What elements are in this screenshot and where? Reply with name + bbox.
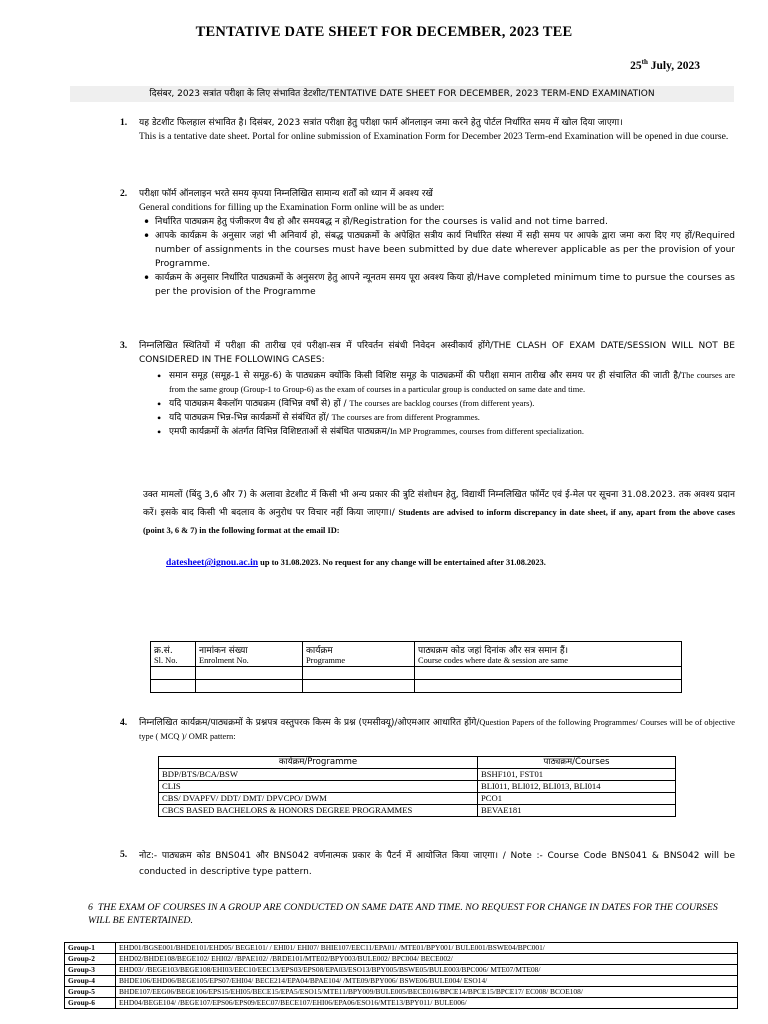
section-3: [139, 339, 735, 439]
group-codes: EHD04/BEGE104/ /BEGE107/EPS06/EPS09/EEC07/BECE107/EHI06/EPA06/ESO16/MTE13/BPY011/ BULE006/: [116, 998, 738, 1009]
date-rest: July, 2023: [647, 59, 700, 72]
table-row: [65, 998, 738, 1009]
sec4-num: 4.: [120, 717, 128, 728]
sec2-condition-1: • निर्धारित पाठ्यक्रम हेतु पंजीकरण वैध हो और समयबद्ध न हो/Registration for the courses is valid and not time barred.: [155, 215, 735, 229]
sec1-hindi: यह डेटशीट फिलहाल संभावित है। दिसंबर, 2023 सत्रांत परीक्षा हेतु परीक्षा फार्म ऑनलाइन जमा करने हेतु पोर्टल निर्धारित समय में खोल दिया जाएगा।: [139, 118, 623, 128]
email-line: [166, 556, 736, 570]
subheading-banner: [70, 86, 734, 102]
group-codes: EHD01/BGSE001/BHDE101/EHD05/ BEGE101/ / EHI01/ EHI07/ BHIE107/EEC11/EPA01/ /MTE01/BPY001/ BULE001/BSWE04/BPC001/: [116, 943, 738, 954]
col-enrolment: [196, 642, 303, 667]
sec5-text: नोट:- पाठ्यक्रम कोड BNS041 और BNS042 वर्णनात्मक प्रकार के पैटर्न में आयोजित किया जाएगा। / Note :- Course Code BNS041 & BNS042 will be conducted in descriptive type pattern.: [139, 851, 735, 877]
discrepancy-format-table: [150, 641, 682, 693]
sec3-case-4: [169, 425, 735, 439]
section-5: [139, 848, 735, 880]
table-row: [151, 680, 682, 693]
case-2-english: The courses are backlog courses (from different years).: [349, 399, 535, 408]
programme-cell: CBS/ DVAPFV/ DDT/ DMT/ DPVCPO/ DWM: [159, 793, 478, 805]
table-row: [65, 954, 738, 965]
col-sl-no-english: Sl. No.: [154, 656, 178, 665]
section-1: [139, 116, 735, 144]
col-programme: [303, 642, 415, 667]
col-programme-hindi: कार्यक्रम: [306, 646, 333, 656]
table-row: [65, 976, 738, 987]
email-link[interactable]: datesheet@ignou.ac.in: [166, 557, 259, 568]
sec3-num: 3.: [120, 340, 128, 351]
group-name: Group-5: [65, 987, 116, 998]
table-row: [65, 987, 738, 998]
group-name: Group-3: [65, 965, 116, 976]
sec1-english: This is a tentative date sheet. Portal for online submission of Examination Form for December 2023 Term-end Examination will be opened in due course.: [139, 131, 729, 142]
table-row: [159, 781, 676, 793]
table-cell[interactable]: [151, 667, 196, 680]
table-cell[interactable]: [415, 667, 682, 680]
table-cell[interactable]: [303, 667, 415, 680]
col-enrolment-english: Enrolment No.: [199, 656, 249, 665]
email-tail: up to 31.08.2023. No request for any change will be entertained after 31.08.2023.: [258, 558, 546, 567]
discrepancy-note: [143, 486, 735, 539]
note-hindi: उक्त मामलों (बिंदु 3,6 और 7) के अलावा डेटशीट में किसी भी अन्य प्रकार की त्रुटि संशोधन हेतु, विद्यार्थी निम्नलिखित फॉर्मेट एवं ई-मेल पर सूचना 31.08.2023. तक अवश्य प्रदान करें। इसके बाद किसी भी बदलाव के अनुरोध पर विचार नहीं किया जाएगा।/: [143, 490, 735, 518]
table-cell[interactable]: [415, 680, 682, 693]
col-enrolment-hindi: नामांकन संख्या: [199, 646, 248, 656]
sec3-intro: निम्नलिखित स्थितियों में परीक्षा की तारीख एवं परीक्षा-सत्र में परिवर्तन संबंधी निवेदन अस्वीकार्य होंगे/THE CLASH OF EXAM DATE/SESSION WILL NOT BE CONSIDERED IN THE FOLLOWING CASES:: [139, 341, 735, 365]
table-row: [159, 769, 676, 781]
sec6-text: THE EXAM OF COURSES IN A GROUP ARE CONDUCTED ON SAME DATE AND TIME. NO REQUEST FOR CHANGE IN DATES FOR THE COURSES WILL BE ENTERTAINED.: [88, 902, 718, 926]
table-cell[interactable]: [151, 680, 196, 693]
table-cell[interactable]: [196, 680, 303, 693]
mcq-col-courses: पाठ्यक्रम/Courses: [478, 757, 676, 769]
courses-cell: BEVAE181: [478, 805, 676, 817]
table-cell[interactable]: [196, 667, 303, 680]
date-suffix: th: [641, 58, 648, 66]
mcq-courses-table: [158, 756, 676, 817]
table-row: [159, 805, 676, 817]
programme-cell: BDP/BTS/BCA/BSW: [159, 769, 478, 781]
format-table-header: [151, 642, 682, 667]
note-english: Students are advised to inform discrepancy in date sheet, if any, apart from the above cases (point 3, 6 & 7) in the following format at the email ID:: [143, 508, 735, 535]
col-course-codes-english: Course codes where date & session are same: [418, 656, 569, 665]
programme-cell: CBCS BASED BACHELORS & HONORS DEGREE PROGRAMMES: [159, 805, 478, 817]
sec3-cases-list: [139, 369, 735, 439]
col-course-codes-hindi: पाठ्यक्रम कोड जहां दिनांक और सत्र समान हैं।: [418, 646, 569, 656]
group-name: Group-6: [65, 998, 116, 1009]
group-codes: EHD02/BHDE108/BEGE102/ EHI02/ /BPAE102/ /BRDE101/MTE02/BPY003/BULE002/ BPC004/ BECE002/: [116, 954, 738, 965]
table-row: [151, 667, 682, 680]
subheading-text: दिसंबर, 2023 सत्रांत परीक्षा के लिए संभावित डेटशीट/TENTATIVE DATE SHEET FOR DECEMBER, 2023 TERM-END EXAMINATION: [149, 89, 655, 99]
group-name: Group-4: [65, 976, 116, 987]
sec6-number: 6: [88, 902, 93, 913]
programme-cell: CLIS: [159, 781, 478, 793]
sec1-num: 1.: [120, 117, 128, 128]
case-4-english: In MP Programmes, courses from different specialization.: [389, 427, 584, 436]
sec2-condition-3: • कार्यक्रम के अनुसार निर्धारित पाठ्यक्रमों के अनुसरण हेतु आपने न्यूनतम समय पूरा अवश्य किया हो/Have completed minimum time to pursue the courses as per the provision of the Programme: [155, 271, 735, 299]
case-3-hindi: यदि पाठ्यक्रम भिन्न-भिन्न कार्यक्रमों से संबंधित हों/: [169, 413, 332, 423]
sec2-num: 2.: [120, 188, 128, 199]
group-name: Group-2: [65, 954, 116, 965]
courses-cell: BLI011, BLI012, BLI013, BLI014: [478, 781, 676, 793]
mcq-col-programme: कार्यक्रम/Programme: [159, 757, 478, 769]
courses-cell: PCO1: [478, 793, 676, 805]
table-row: [65, 965, 738, 976]
section-4: [139, 716, 735, 744]
group-codes: BHDE106/EHD06/BEGE105/EPS07/EHI04/ BECE214/EPA04/BPAE104/ /MTE09/BPY006/ BSWE06/BULE004/ ESO14/: [116, 976, 738, 987]
table-row: [159, 793, 676, 805]
group-name: Group-1: [65, 943, 116, 954]
case-1-english: The courses are from the same group (Group-1 to Group-6) as the exam of courses in a particular group is conducted on same date and time.: [169, 371, 735, 394]
sec3-case-2: [169, 397, 735, 411]
section-6: [88, 901, 728, 927]
sec5-num: 5.: [120, 849, 128, 860]
group-codes: BHDE107/EEG06/BEGE106/EPS15/EHI05/BECE15/EPA5/ESO15/MTE11/BPY009/BULE005/BECE016/BPCE14/BPCE15/BPCE17/ EC008/ BCOE108/: [116, 987, 738, 998]
case-1-hindi: समान समूह (समूह-1 से समूह-6) के पाठ्यक्रम क्योंकि किसी विशिष्ट समूह के पाठ्यक्रमों की परीक्षा समान तारीख और समय पर ही संचालित की जाती है/: [169, 371, 682, 381]
sec2-hindi: परीक्षा फॉर्म ऑनलाइन भरते समय कृपया निम्नलिखित सामान्य शर्तों को ध्यान में अवश्य रखें: [139, 189, 433, 199]
mcq-table-header: [159, 757, 676, 769]
course-groups-table: [64, 942, 738, 1009]
group-codes: EHD03/ /BEGE103/BEGE108/EHI03/EEC10/EEC13/EPS03/EPS08/EPA03/ESO13/BPY005/BSWE05/BULE003/BPC006/ MTE07/MTE08/: [116, 965, 738, 976]
table-row: [65, 943, 738, 954]
table-cell[interactable]: [303, 680, 415, 693]
date-day: 25: [630, 59, 642, 72]
col-programme-english: Programme: [306, 656, 346, 665]
col-course-codes: [415, 642, 682, 667]
courses-cell: BSHF101, FST01: [478, 769, 676, 781]
case-4-hindi: एमपी कार्यक्रमों के अंतर्गत विभिन्न विशिष्टताओं से संबंधित पाठ्यक्रम/: [169, 427, 390, 437]
sec3-case-3: [169, 411, 735, 425]
sec4-hindi: निम्नलिखित कार्यक्रम/पाठ्यक्रमों के प्रश्नपत्र वस्तुपरक किस्म के प्रश्न (एमसीक्यू)/ओएमआर आधारित होंगे/: [139, 718, 480, 728]
section-2: [139, 187, 735, 299]
sec2-condition-2: • आपके कार्यक्रम के अनुसार जहां भी अनिवार्य हो, संबद्ध पाठ्यक्रमों के अपेक्षित सत्रीय कार्य निर्धारित संस्था में सही समय पर आपके द्वारा जमा करा दिए गए हों/Required number of assignments in the courses must have been submitted by due date wherever applicable as per the provision of your Programme.: [155, 229, 735, 271]
case-2-hindi: यदि पाठ्यक्रम बैकलॉग पाठ्यक्रम (विभिन्न वर्षों से) हों /: [169, 399, 350, 409]
sec3-case-1: [169, 369, 735, 397]
sec4-english: Question Papers of the following Programmes/ Courses will be of objective type ( MCQ )/ OMR pattern:: [139, 718, 735, 741]
sec2-conditions-list: [139, 215, 735, 299]
issue-date: [630, 58, 700, 72]
col-sl-no: [151, 642, 196, 667]
case-3-english: The courses are from different Programmes.: [331, 413, 480, 422]
page-title: TENTATIVE DATE SHEET FOR DECEMBER, 2023 TEE: [195, 24, 573, 40]
sec2-english: General conditions for filling up the Examination Form online will be as under:: [139, 202, 445, 213]
col-sl-no-hindi: क्र.सं.: [154, 646, 173, 656]
